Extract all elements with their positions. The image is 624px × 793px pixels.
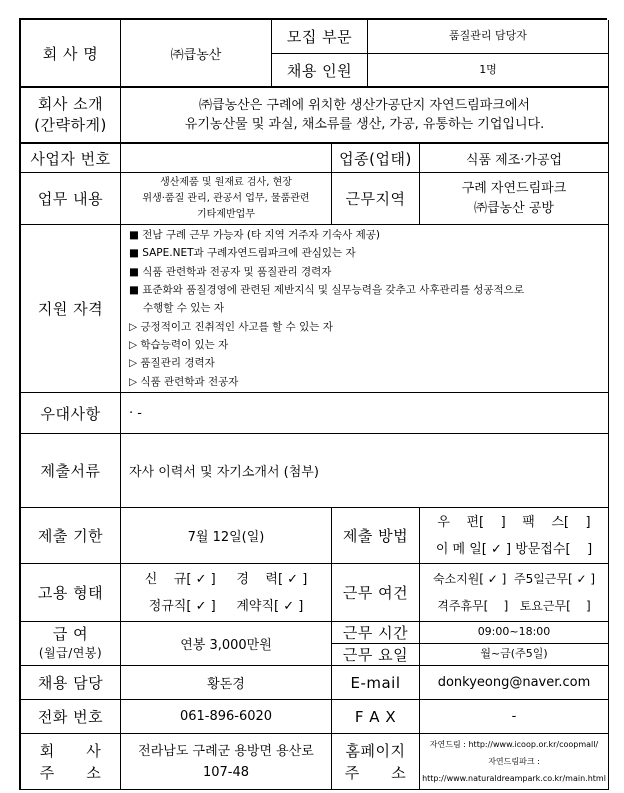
company-name <box>121 20 272 88</box>
conditions-label <box>332 564 420 622</box>
count-value <box>368 54 609 88</box>
phone-label-text: 전화 번호 <box>37 708 104 726</box>
salary-label-line2: (월급/연봉) <box>38 645 103 660</box>
fax-label <box>332 700 420 734</box>
preferred-item: ▷ 학습능력이 있는 자 <box>129 338 229 351</box>
preference-label-text: 우대사항 <box>40 404 101 423</box>
deadline-label <box>21 508 121 564</box>
documents-text: 자사 이력서 및 자기소개서 (첨부) <box>129 465 319 480</box>
employment-type-label <box>21 564 121 622</box>
deadline-value <box>121 508 332 564</box>
duty-line3: 기타제반업무 <box>197 208 255 220</box>
documents-value <box>121 434 609 508</box>
days-label-text: 근무 요일 <box>342 646 409 664</box>
dept-text: 품질관리 담당자 <box>449 29 527 43</box>
industry-label-text: 업종(업태) <box>339 149 412 168</box>
email-value[interactable] <box>420 666 609 700</box>
hours-label-text: 근무 시간 <box>342 624 409 642</box>
conditions-line2: 격주휴무[ ] 토요근무[ ] <box>437 598 591 613</box>
method-label-text: 제출 방법 <box>342 527 409 545</box>
count-label-text: 채용 인원 <box>286 61 353 80</box>
homepage-value <box>420 734 609 790</box>
preference-label <box>21 393 121 434</box>
qualification-label-text: 지원 자격 <box>37 300 104 318</box>
company-name-label-text: 회 사 명 <box>42 44 99 63</box>
method-options-line2: 이 메 일[ ✓ ] 방문접수[ ] <box>435 541 593 557</box>
documents-label <box>21 434 121 508</box>
address-line2: 107-48 <box>202 764 250 780</box>
employment-type-line2: 정규직[ ✓ ] 계약직[ ✓ ] <box>148 598 304 614</box>
homepage-label-dreampark: 자연드림파크 : <box>488 757 540 766</box>
intro-label-line2: (간략하게) <box>34 116 107 134</box>
documents-label-text: 제출서류 <box>40 462 101 480</box>
hours-text: 09:00~18:00 <box>477 625 551 639</box>
industry-text: 식품 제조·가공업 <box>465 152 563 168</box>
days-value <box>420 644 609 666</box>
company-name-label <box>21 20 121 88</box>
hours-label <box>332 622 420 644</box>
location-value <box>420 173 609 225</box>
fax-text: - <box>511 709 517 724</box>
qualification-label <box>21 225 121 393</box>
salary-text: 연봉 3,000만원 <box>180 638 272 653</box>
qualification-item: ■ 식품 관련학과 전공자 및 품질관리 경력자 <box>129 265 332 278</box>
hours-value <box>420 622 609 644</box>
salary-label <box>21 622 121 666</box>
duty-line2: 위생·품질 관리, 관공서 업무, 물품관련 <box>142 192 310 204</box>
manager-value <box>121 666 332 700</box>
address-line1: 전라남도 구례군 용방면 용산로 <box>138 743 314 759</box>
duty-value <box>121 173 332 225</box>
preferred-item: ▷ 식품 관련학과 전공자 <box>129 375 239 388</box>
conditions-label-text: 근무 여건 <box>342 584 409 602</box>
preference-text: · - <box>129 405 142 421</box>
employment-type-options <box>121 564 332 622</box>
industry-value <box>420 144 609 173</box>
qualification-item: ■ 전남 구례 근무 가능자 (타 지역 거주자 기숙사 제공) <box>129 229 381 242</box>
duty-label <box>21 173 121 225</box>
deadline-label-text: 제출 기한 <box>37 527 104 545</box>
method-label <box>332 508 420 564</box>
dept-label-text: 모집 부문 <box>286 28 353 46</box>
biz-no-label <box>21 144 121 173</box>
job-posting-form <box>19 18 607 790</box>
count-text: 1명 <box>479 62 497 76</box>
biz-no-label-text: 사업자 번호 <box>30 149 111 168</box>
employment-type-label-text: 고용 형태 <box>37 584 104 602</box>
days-text: 월~금(주5일) <box>480 647 548 661</box>
biz-no-value <box>121 144 332 173</box>
location-label <box>332 173 420 225</box>
employment-type-line1: 신 규[ ✓ ] 경 력[ ✓ ] <box>144 571 308 587</box>
preferred-item: ▷ 긍정적이고 진취적인 사고를 할 수 있는 자 <box>129 320 333 333</box>
email-label-text: E-mail <box>350 673 401 692</box>
preferred-item: ▷ 품질관리 경력자 <box>129 357 215 370</box>
conditions-options <box>420 564 609 622</box>
intro-label <box>21 88 121 144</box>
email-label <box>332 666 420 700</box>
phone-text: 061-896-6020 <box>179 709 273 724</box>
count-label <box>272 54 368 88</box>
days-label <box>332 644 420 666</box>
location-line1: 구례 자연드림파크 <box>461 180 567 196</box>
phone-label <box>21 700 121 734</box>
fax-label-text: F A X <box>354 707 397 726</box>
fax-value <box>420 700 609 734</box>
salary-label-line1: 급 여 <box>52 624 89 643</box>
address-label-line2: 주 소 <box>39 763 102 782</box>
manager-label-text: 채용 담당 <box>37 674 104 692</box>
duty-line1: 생산제품 및 원재료 검사, 현장 <box>160 176 292 188</box>
method-options-line1: 우 편[ ] 팩 스[ ] <box>437 514 591 530</box>
preference-value <box>121 393 609 434</box>
intro-line2: 유기농산물 및 과실, 채소류를 생산, 가공, 유통하는 기업입니다. <box>184 117 545 132</box>
manager-text: 황돈경 <box>207 677 245 692</box>
address-label <box>21 734 121 790</box>
homepage-link-dreampark[interactable]: http://www.naturaldreampark.co.kr/main.html <box>422 774 606 783</box>
email-link[interactable]: donkyeong@naver.com <box>437 675 591 690</box>
industry-label <box>332 144 420 173</box>
homepage-link-icoop[interactable]: 자연드림 : http://www.icoop.or.kr/coopmall/ <box>429 740 599 749</box>
intro-label-line1: 회사 소개 <box>37 95 104 113</box>
location-line2: ㈜큽농산 공방 <box>474 200 554 216</box>
phone-value <box>121 700 332 734</box>
intro-value <box>121 88 609 144</box>
manager-label <box>21 666 121 700</box>
qualification-item: ■ SAPE.NET과 구례자연드림파크에 관심있는 자 <box>129 247 356 260</box>
duty-label-text: 업무 내용 <box>37 190 104 208</box>
address-label-line1: 회 사 <box>39 741 102 760</box>
dept-value <box>368 20 609 54</box>
qualification-value <box>121 225 609 393</box>
intro-line1: ㈜큽농산은 구례에 위치한 생산가공단지 자연드림파크에서 <box>199 98 530 113</box>
method-options <box>420 508 609 564</box>
homepage-label-line1: 홈페이지 <box>345 741 406 760</box>
salary-value <box>121 622 332 666</box>
qualification-item: ■ 표준화와 품질경영에 관련된 제반지식 및 실무능력을 갖추고 사후관리를 성공적으로 <box>129 284 524 297</box>
deadline-text: 7월 12일(일) <box>187 530 265 545</box>
homepage-label <box>332 734 420 790</box>
conditions-line1: 숙소지원[ ✓ ] 주5일근무[ ✓ ] <box>432 571 596 586</box>
qualification-item-cont: 수행할 수 있는 자 <box>143 302 225 315</box>
homepage-label-line2: 주 소 <box>344 763 407 782</box>
dept-label <box>272 20 368 54</box>
company-name-text: ㈜큽농산 <box>170 47 222 63</box>
address-value <box>121 734 332 790</box>
location-label-text: 근무지역 <box>345 190 406 208</box>
